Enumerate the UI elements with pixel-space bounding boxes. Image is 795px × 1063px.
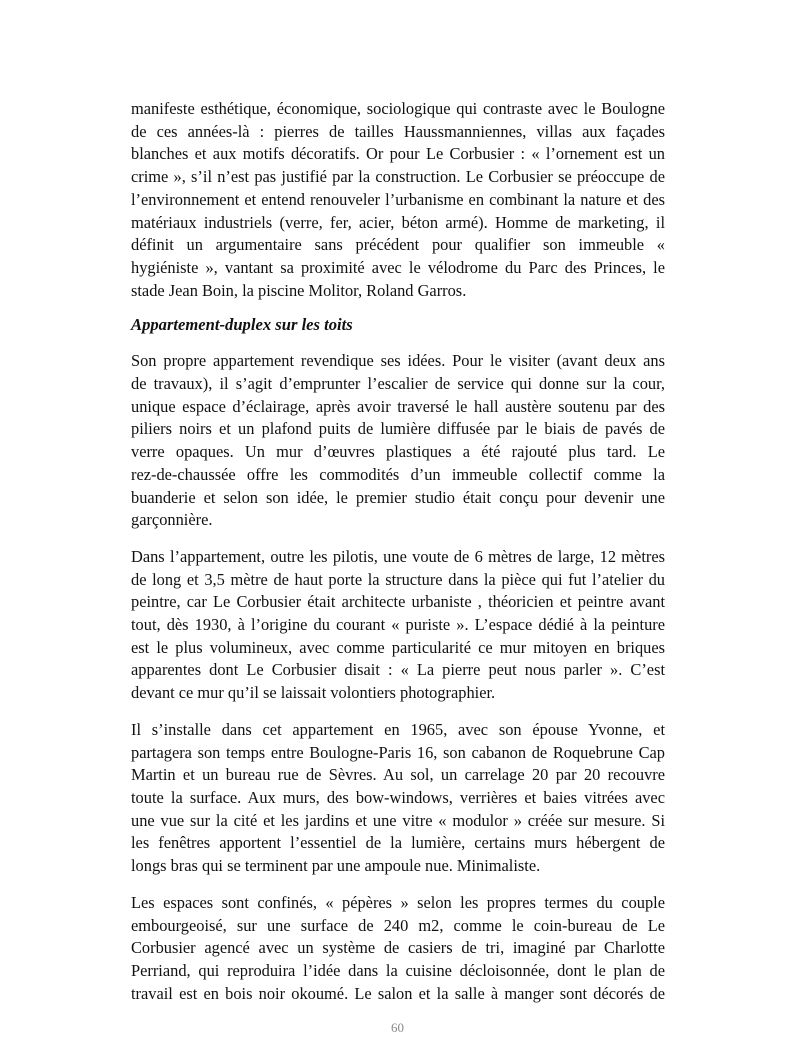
- text-line: Corbusier agencé avec un système de casiers de tri, imaginé par Charlotte: [131, 938, 665, 958]
- text-line: blanches et aux motifs décoratifs. Or pour Le Corbusier : « l’ornement est un: [131, 144, 665, 164]
- text-line: les fenêtres apportent l’essentiel de la lumière, certains murs hébergent de: [131, 833, 665, 853]
- text-line: de travaux), il s’agit d’emprunter l’escalier de service qui donne sur la cour,: [131, 374, 665, 394]
- text-line: rez-de-chaussée offre les commodités d’un immeuble collectif comme la: [131, 464, 665, 484]
- text-line: est le plus volumineux, avec comme particularité ce mur mitoyen en briques: [131, 637, 665, 657]
- text-line: garçonnière.: [131, 510, 213, 530]
- text-line: travail est en bois noir okoumé. Le salon et la salle à manger sont décorés de: [131, 983, 665, 1003]
- text-line: Les espaces sont confinés, « pépères » selon les propres termes du couple: [131, 892, 665, 912]
- text-line: Martin et un bureau rue de Sèvres. Au sol, un carrelage 20 par 20 recouvre: [131, 765, 665, 785]
- paragraph-2: [131, 350, 665, 532]
- text-line: partagera son temps entre Boulogne-Paris 16, son cabanon de Roquebrune Cap: [131, 742, 665, 762]
- text-line: toute la surface. Aux murs, des bow-windows, verrières et baies vitrées avec: [131, 787, 665, 807]
- text-line: l’environnement et entend renouveler l’urbanisme en combinant la nature et des: [131, 189, 665, 209]
- text-line: devant ce mur qu’il se laissait volontiers photographier.: [131, 683, 496, 703]
- text-line: de ces années-là : pierres de tailles Haussmanniennes, villas aux façades: [131, 121, 665, 141]
- text-line: définit un argumentaire sans précédent pour qualifier son immeuble «: [131, 235, 665, 255]
- section-heading: Appartement-duplex sur les toits: [131, 315, 353, 335]
- text-line: Il s’installe dans cet appartement en 1965, avec son épouse Yvonne, et: [131, 719, 665, 739]
- text-line: piliers noirs et un plafond puits de lumière diffusée par le biais de pavés de: [131, 419, 665, 439]
- text-line: de long et 3,5 mètre de haut porte la structure dans la pièce qui fut l’atelier du: [131, 569, 665, 589]
- text-line: verre opaques. Un mur d’œuvres plastiques a été rajouté plus tard. Le: [131, 442, 665, 462]
- page-body: [131, 98, 665, 1005]
- paragraph-1: [131, 98, 665, 302]
- text-line: une vue sur la cité et les jardins et une vitre « modulor » créée sur mesure. Si: [131, 810, 665, 830]
- paragraph-5: [131, 892, 665, 1006]
- text-line: unique espace d’éclairage, après avoir traversé le hall austère soutenu par des: [131, 396, 665, 416]
- text-line: tout, dès 1930, à l’origine du courant « puriste ». L’espace dédié à la peinture: [131, 615, 665, 635]
- text-line: longs bras qui se terminent par une ampoule nue. Minimaliste.: [131, 856, 541, 876]
- text-line: crime », s’il n’est pas justifié par la construction. Le Corbusier se préoccupe de: [131, 167, 665, 187]
- paragraph-4: [131, 719, 665, 878]
- text-line: embourgeoisé, sur une surface de 240 m2, comme le coin-bureau de Le: [131, 915, 665, 935]
- text-line: peintre, car Le Corbusier était architecte urbaniste , théoricien et peintre avant: [131, 592, 665, 612]
- text-line: buanderie et selon son idée, le premier studio était conçu pour devenir une: [131, 487, 665, 507]
- paragraph-3: [131, 546, 665, 705]
- page-number: 60: [391, 1020, 404, 1035]
- text-line: Perriand, qui reproduira l’idée dans la cuisine décloisonnée, dont le plan de: [131, 960, 665, 980]
- text-line: matériaux industriels (verre, fer, acier, béton armé). Homme de marketing, il: [131, 212, 665, 232]
- text-line: manifeste esthétique, économique, sociologique qui contraste avec le Boulogne: [131, 99, 665, 118]
- text-line: hygiéniste », vantant sa proximité avec le vélodrome du Parc des Princes, le: [131, 257, 665, 277]
- text-line: Dans l’appartement, outre les pilotis, une voute de 6 mètres de large, 12 mètres: [131, 546, 665, 566]
- text-line: apparentes dont Le Corbusier disait : « La pierre peut nous parler ». C’est: [131, 660, 665, 680]
- text-line: Son propre appartement revendique ses idées. Pour le visiter (avant deux ans: [131, 351, 665, 371]
- text-line: stade Jean Boin, la piscine Molitor, Roland Garros.: [131, 280, 467, 300]
